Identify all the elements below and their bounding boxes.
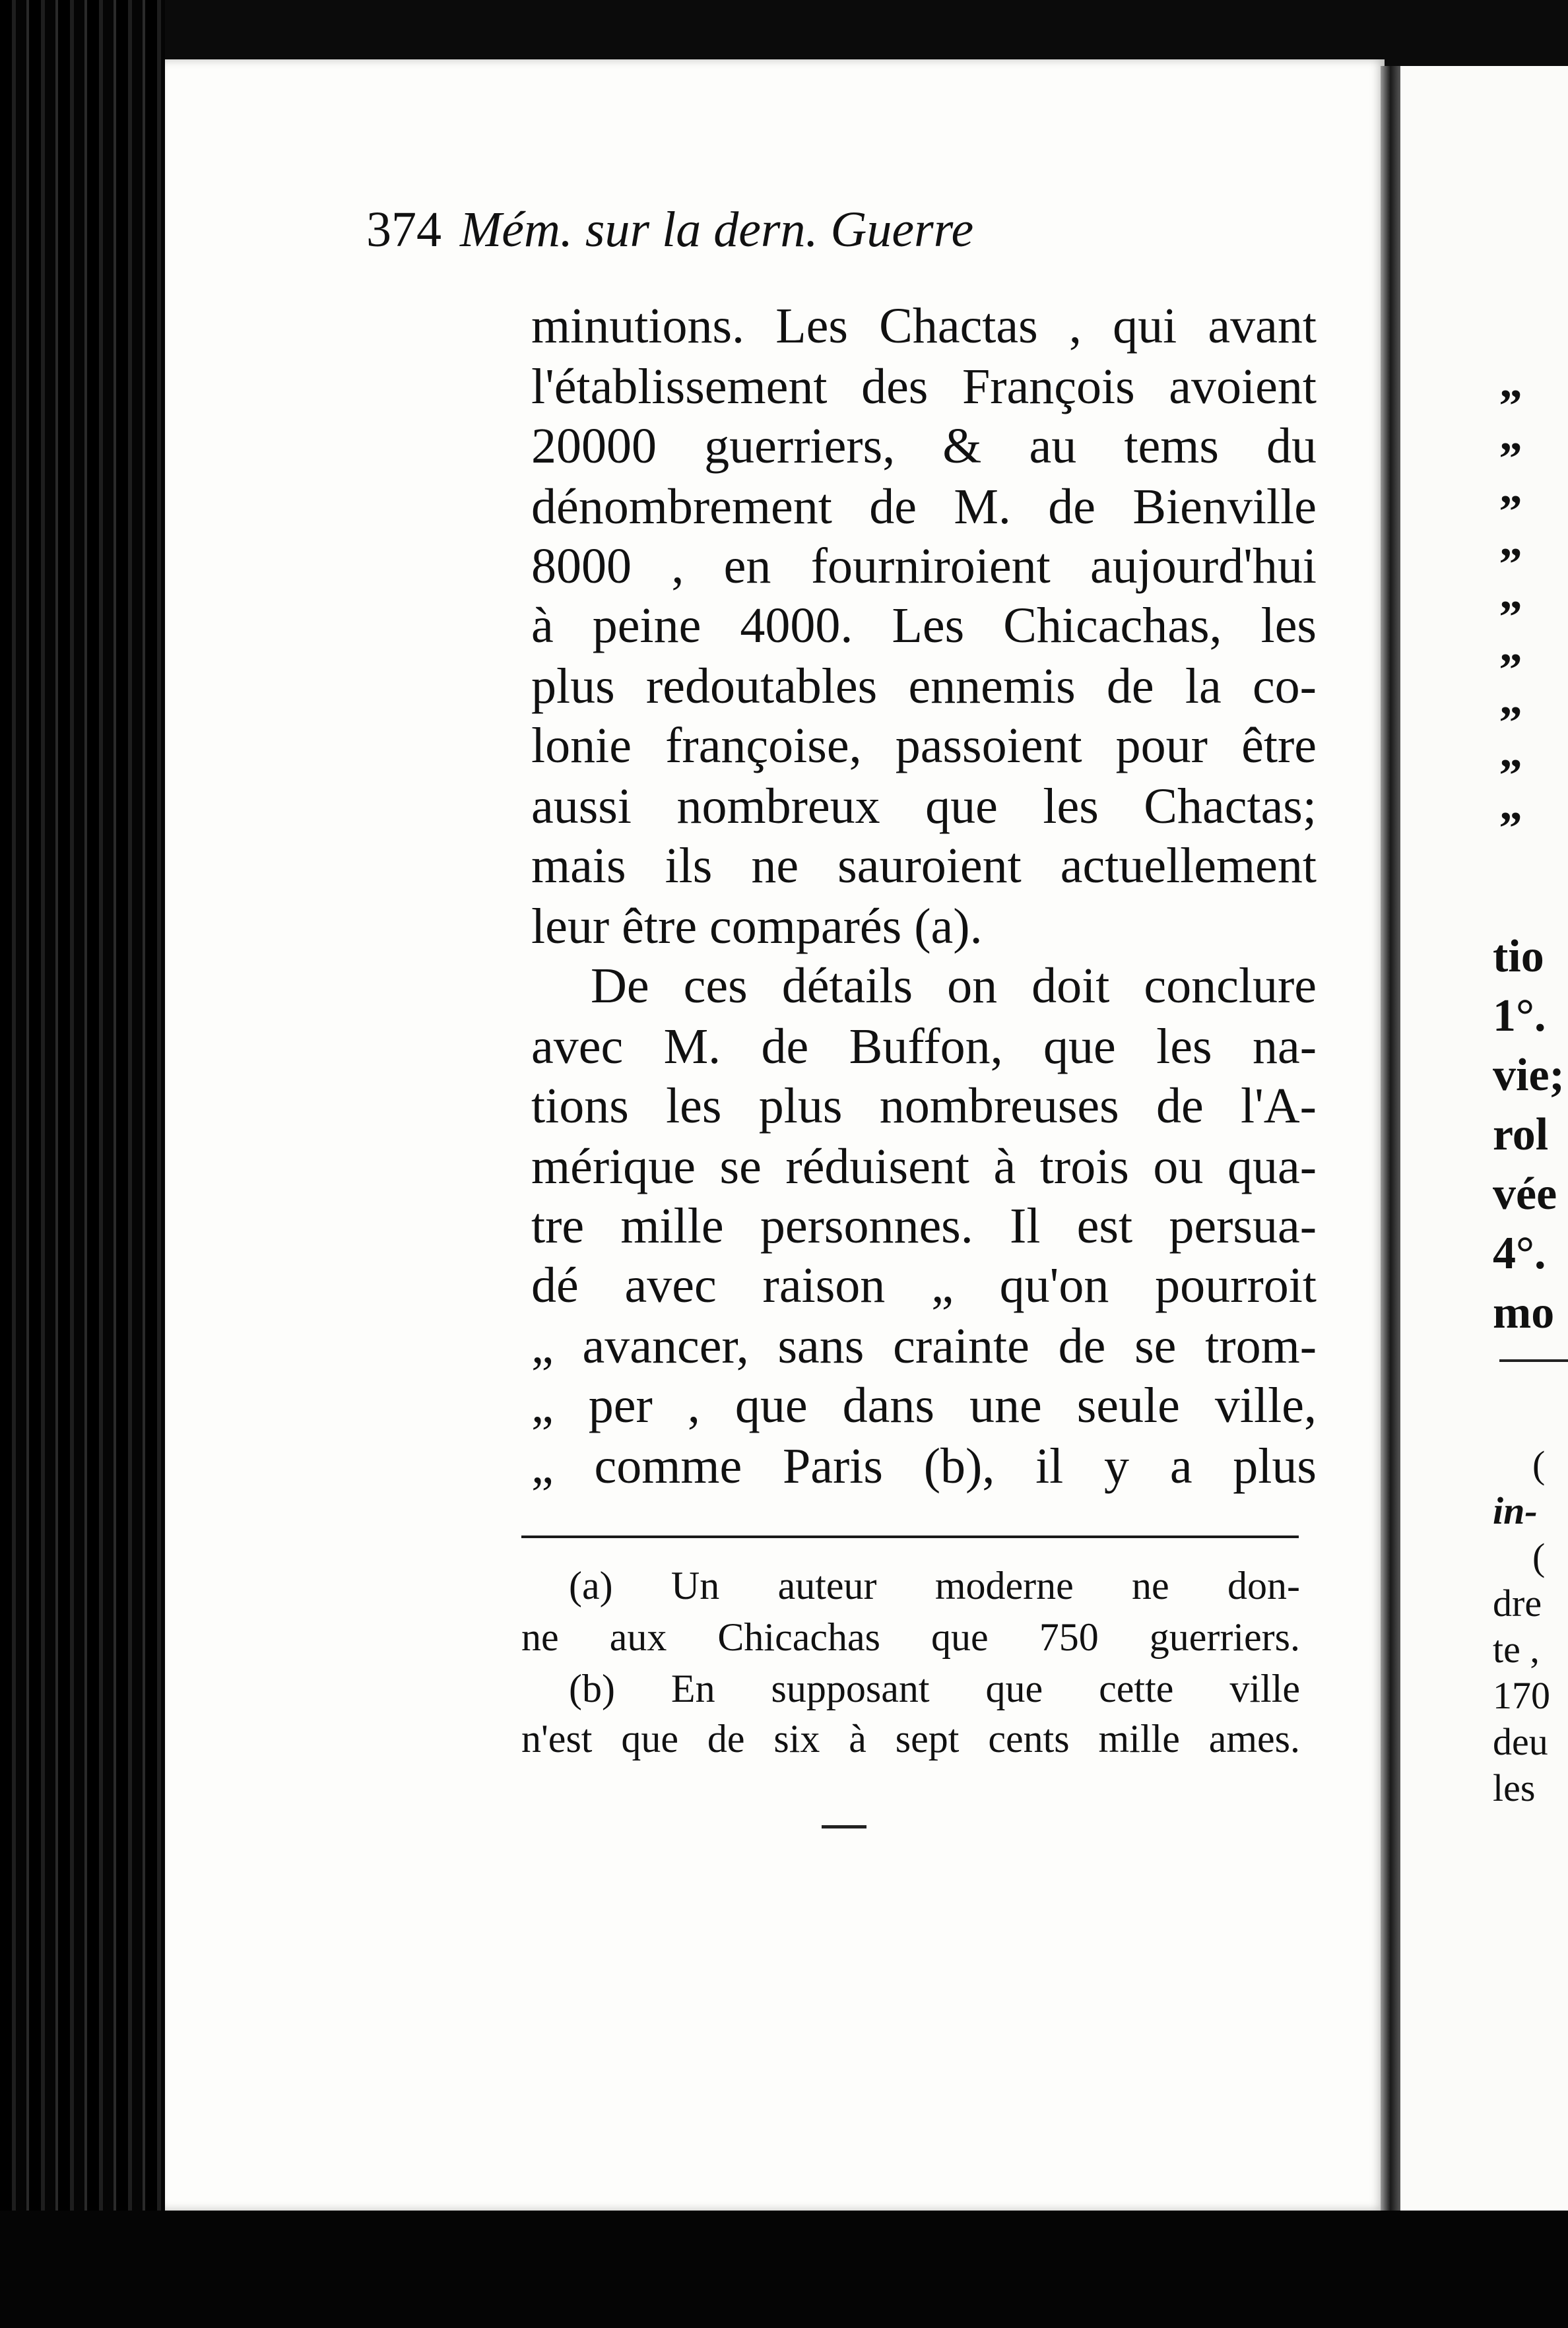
footnote-line: ne aux Chicachas que 750 guerriers. [521,1615,1300,1659]
word-fragment: tio [1493,931,1544,982]
text-line: mérique se réduisent à trois ou qua- [531,1139,1317,1194]
quote-mark: „ [1499,410,1522,461]
footnote-fragment: dre [1493,1582,1542,1625]
footnote-rule [521,1536,1299,1538]
word-fragment: vie; [1493,1050,1565,1101]
text-line: „ per , que dans une seule ville, [531,1378,1317,1433]
running-title: Mém. sur la dern. Guerre [460,202,974,257]
quote-mark: „ [1499,357,1522,408]
text-line: l'établissement des François avoient [531,359,1317,414]
book-gutter [1381,66,1400,2211]
quote-mark: „ [1499,779,1522,830]
footnote-fragment: 170 [1493,1674,1550,1717]
scan-border [0,2211,1568,2328]
text-line: minutions. Les Chactas , qui avant [531,298,1317,354]
footnote-fragment: ( [1532,1536,1546,1578]
right-page-rule [1499,1359,1568,1362]
word-fragment: vée [1493,1169,1557,1219]
footnote-line: n'est que de six à sept cents mille ames. [521,1717,1300,1761]
quote-mark: „ [1499,463,1522,513]
footnote-fragment: ( [1532,1443,1546,1486]
text-line: 20000 guerriers, & au tems du [531,418,1317,474]
text-line: dé avec raison „ qu'on pourroit [531,1258,1317,1313]
text-line: dénombrement de M. de Bienville [531,479,1317,534]
footnote-line: (a) Un auteur moderne ne don- [569,1564,1300,1607]
footnote-fragment: in- [1493,1489,1538,1532]
word-fragment: 4°. [1493,1228,1546,1279]
running-head [366,201,973,259]
text-line: „ comme Paris (b), il y a plus [531,1439,1317,1494]
page-number: 374 [366,202,441,257]
quote-mark: „ [1499,674,1522,725]
text-line: aussi nombreux que les Chactas; [531,779,1317,834]
text-line: tions les plus nombreuses de l'A- [531,1078,1317,1134]
text-line: plus redoutables ennemis de la co- [531,659,1317,714]
footnote-fragment: deu [1493,1720,1548,1763]
text-line: 8000 , en fourniroient aujourd'hui [531,538,1317,594]
end-dash [822,1825,866,1828]
footnote-fragment: les [1493,1766,1536,1809]
text-line: lonie françoise, passoient pour être [531,718,1317,773]
quote-mark: „ [1499,515,1522,566]
right-page [1400,66,1568,2211]
text-line: avec M. de Buffon, que les na- [531,1019,1317,1074]
quote-mark: „ [1499,727,1522,777]
footnote-line: (b) En supposant que cette ville [569,1667,1300,1710]
quote-mark: „ [1499,621,1522,672]
text-line: tre mille personnes. Il est persua- [531,1198,1317,1254]
book-binding [0,0,165,2328]
word-fragment: rol [1493,1109,1549,1160]
word-fragment: 1°. [1493,990,1546,1041]
text-line: leur être comparés (a). [531,899,983,954]
quote-mark: „ [1499,568,1522,619]
footnote-fragment: te , [1493,1628,1540,1671]
text-line: De ces détails on doit conclure [591,958,1317,1014]
text-line: „ avancer, sans crainte de se trom- [531,1318,1317,1374]
text-line: à peine 4000. Les Chicachas, les [531,598,1317,653]
word-fragment: mo [1493,1287,1555,1338]
text-line: mais ils ne sauroient actuellement [531,838,1317,893]
